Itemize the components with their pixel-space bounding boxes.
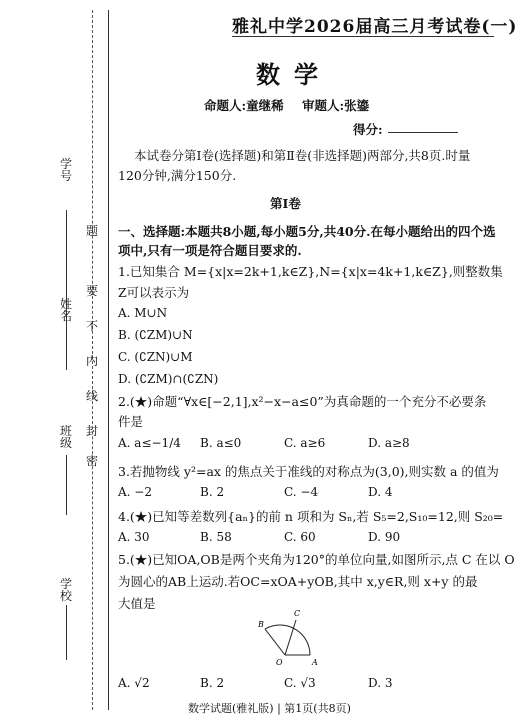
class-label: 班级	[60, 424, 73, 450]
q4-option-a[interactable]: A. 30	[118, 530, 150, 544]
section-title: 第Ⅰ卷	[270, 196, 301, 211]
q1-option-b[interactable]: B. (∁ZM)∪N	[118, 328, 193, 342]
seal-char: 线	[86, 389, 99, 403]
name-line	[66, 320, 67, 370]
q1-line-2: Z可以表示为	[118, 285, 190, 300]
label-b: B	[258, 620, 264, 629]
q1-line-1: 1.已知集合 M={x|x=2k+1,k∈Z},N={x|x=4k+1,k∈Z},则整数集	[118, 264, 503, 279]
q3-line-1: 3.若抛物线 y²=ax 的焦点关于准线的对称点为(3,0),则实数 a 的值为	[118, 464, 499, 479]
intro-line-2: 120分钟,满分150分.	[118, 168, 237, 183]
q4-line-1: 4.(★)已知等差数列{aₙ}的前 n 项和为 Sₙ,若 S₅=2,S₁₀=12,则 S₂₀=	[118, 509, 504, 524]
q1-option-d[interactable]: D. (∁ZM)∩(∁ZN)	[118, 372, 219, 386]
q3-option-b[interactable]: B. 2	[200, 485, 225, 499]
q5-option-d[interactable]: D. 3	[368, 676, 393, 690]
q4-option-b[interactable]: B. 58	[200, 530, 232, 544]
label-c: C	[294, 609, 301, 618]
seal-char: 封	[86, 424, 99, 438]
q5-line-3: 大值是	[118, 596, 156, 611]
q3-option-a[interactable]: A. −2	[118, 485, 152, 499]
q1-option-a[interactable]: A. M∪N	[118, 306, 168, 320]
class-line	[66, 455, 67, 515]
q5-option-a[interactable]: A. √2	[118, 676, 150, 690]
q3-option-c[interactable]: C. −4	[284, 485, 319, 499]
q5-line-1: 5.(★)已知OA,OB是两个夹角为120°的单位向量,如图所示,点 C 在以 O	[118, 552, 515, 567]
part1-line-2: 项中,只有一项是符合题目要求的.	[118, 243, 302, 258]
student-no-label: 学号	[60, 157, 73, 183]
q5-option-c[interactable]: C. √3	[284, 676, 316, 690]
q2-option-d[interactable]: D. a≥8	[368, 436, 410, 450]
binding-line	[108, 10, 109, 710]
page-footer: 数学试题(雅礼版) | 第1页(共8页)	[188, 702, 351, 715]
subject-title: 数学	[256, 60, 332, 89]
score-label: 得分:	[353, 122, 383, 137]
intro-line-1: 本试卷分第Ⅰ卷(选择题)和第Ⅱ卷(非选择题)两部分,共8页.时量	[134, 148, 471, 163]
q3-option-d[interactable]: D. 4	[368, 485, 393, 499]
q5-option-b[interactable]: B. 2	[200, 676, 225, 690]
seal-char: 内	[86, 354, 99, 368]
score-field[interactable]	[388, 132, 458, 133]
name-label: 姓名	[60, 297, 73, 323]
school-line	[66, 605, 67, 660]
part1-line-1: 一、选择题:本题共8小题,每小题5分,共40分.在每小题给出的四个选	[118, 224, 496, 239]
label-a: A	[312, 658, 318, 667]
school-label: 学校	[60, 577, 73, 603]
reviewer: 审题人:张鎏	[302, 98, 370, 113]
q1-option-c[interactable]: C. (∁ZN)∪M	[118, 350, 193, 364]
label-o: O	[276, 658, 283, 667]
q5-line-2: 为圆心的AB上运动.若OC=xOA+yOB,其中 x,y∈R,则 x+y 的最	[118, 574, 478, 589]
q2-line-1: 2.(★)命题“∀x∈[−2,1],x²−x−a≤0”为真命题的一个充分不必要条	[118, 394, 487, 409]
seal-char: 题	[86, 224, 99, 238]
q4-option-d[interactable]: D. 90	[368, 530, 401, 544]
seal-char: 要	[86, 284, 99, 298]
q2-option-a[interactable]: A. a≤−1/4	[118, 436, 181, 450]
vector-figure	[250, 605, 330, 669]
seal-char: 密	[86, 454, 99, 468]
q2-option-c[interactable]: C. a≥6	[284, 436, 326, 450]
exam-header: 雅礼中学2026届高三月考试卷(一)	[232, 17, 518, 37]
q2-line-2: 件是	[118, 414, 144, 429]
seal-char: 不	[86, 319, 99, 333]
setter: 命题人:童继稀	[204, 98, 284, 113]
header-rule	[232, 36, 494, 37]
q2-option-b[interactable]: B. a≤0	[200, 436, 242, 450]
q4-option-c[interactable]: C. 60	[284, 530, 316, 544]
